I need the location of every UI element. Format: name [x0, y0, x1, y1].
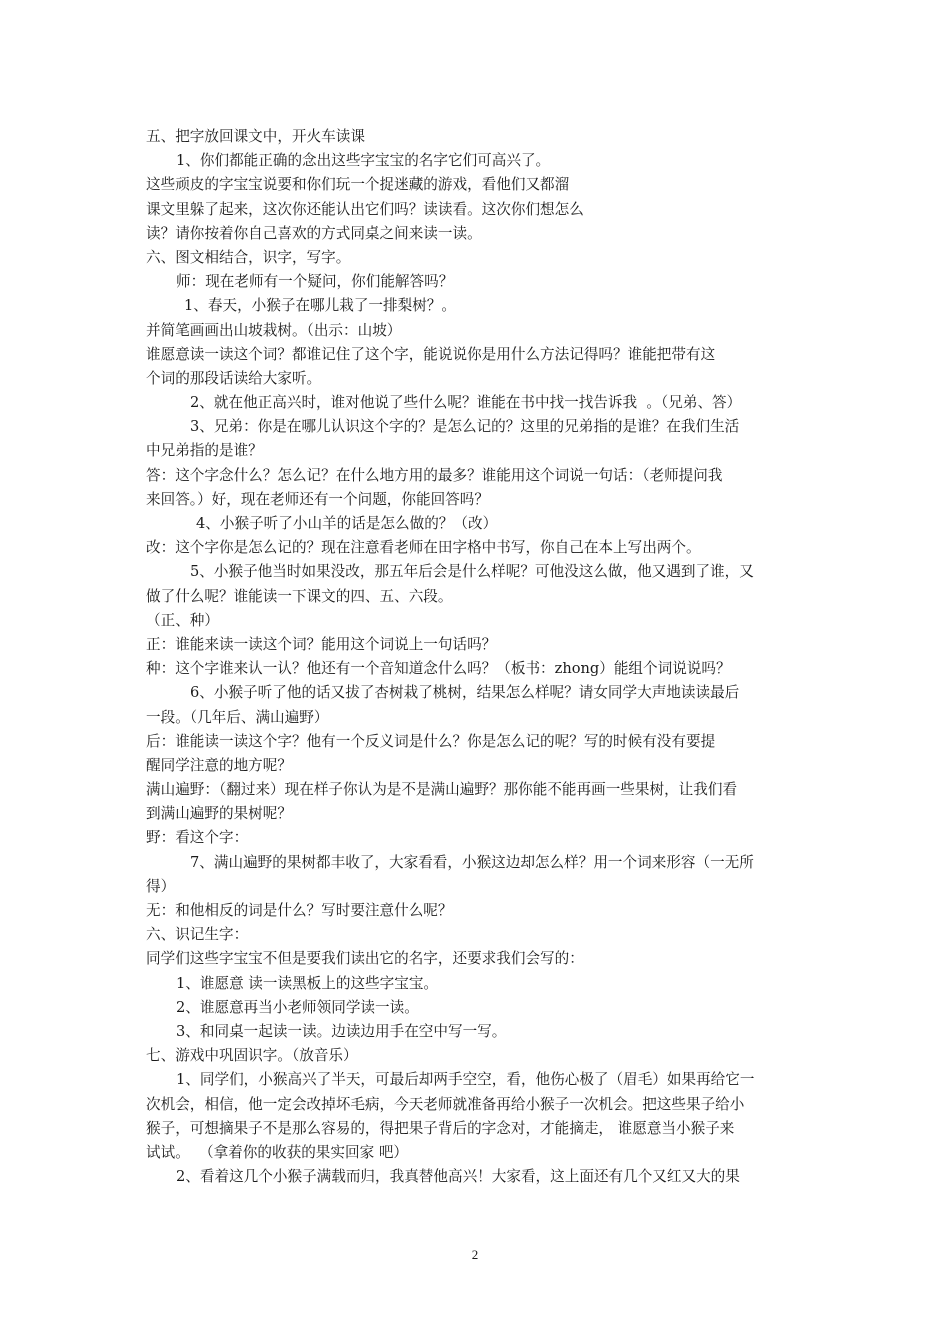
text-line: 得）: [146, 877, 176, 895]
text-line: 师：现在老师有一个疑问，你们能解答吗？: [176, 273, 454, 291]
text-line: 一段。（几年后、满山遍野）: [146, 708, 329, 726]
text-line: 1、谁愿意 读一读黑板上的这些字宝宝。: [176, 974, 439, 992]
text-line: 同学们这些字宝宝不但是要我们读出它的名字，还要求我们会写的：: [146, 950, 584, 968]
text-line: 2、谁愿意再当小老师领同学读一读。: [176, 998, 419, 1016]
text-line: 来回答。）好，现在老师还有一个问题，你能回答吗？: [146, 490, 489, 508]
text-line: 五、把字放回课文中，开火车读课: [146, 128, 365, 145]
text-line: 醒同学注意的地方呢？: [146, 756, 292, 774]
page-number: 2: [471, 1247, 479, 1262]
text-line: 1、你们都能正确的念出这些字宝宝的名字它们可高兴了。: [176, 152, 551, 170]
text-line: 到满山遍野的果树呢？: [146, 805, 292, 823]
text-line: 课文里躲了起来，这次你还能认出它们吗？读读看。这次你们想怎么: [146, 200, 584, 218]
text-line: 种：这个字谁来认一认？他还有一个音知道念什么吗？（板书：zhong）能组个词说说吗？: [146, 660, 731, 678]
text-line: 无：和他相反的词是什么？写时要注意什么呢？: [146, 902, 453, 919]
text-line: 野：看这个字：: [146, 829, 249, 847]
text-line: 七、游戏中巩固识字。（放音乐）: [146, 1047, 358, 1065]
text-line: 2、就在他正高兴时，谁对他说了些什么呢？谁能在书中找一找告诉我 。（兄弟、答）: [190, 394, 742, 412]
text-line: （正、种）: [146, 611, 219, 629]
text-line: 这些顽皮的字宝宝说要和你们玩一个捉迷藏的游戏，看他们又都溜: [146, 176, 570, 194]
text-line: 6、小猴子听了他的话又拔了杏树栽了桃树，结果怎么样呢？请女同学大声地读读最后: [190, 684, 740, 702]
text-line: 谁愿意读一读这个词？都谁记住了这个字，能说说你是用什么方法记得吗？谁能把带有这: [146, 345, 716, 363]
text-line: 7、满山遍野的果树都丰收了，大家看看，小猴这边却怎么样？用一个词来形容（一无所: [190, 853, 754, 871]
text-line: 试试。 （拿着你的收获的果实回家 吧）: [146, 1143, 409, 1161]
text-line: 读？请你按着你自己喜欢的方式同桌之间来读一读。: [146, 224, 482, 242]
text-line: 3、兄弟：你是在哪儿认识这个字的？是怎么记的？这里的兄弟指的是谁？在我们生活: [190, 418, 740, 436]
text-line: 做了什么呢？谁能读一下课文的四、五、六段。: [146, 587, 453, 605]
text-line: 正：谁能来读一读这个词？能用这个词说上一句话吗？: [146, 635, 497, 653]
text-line: 猴子，可想摘果子不是那么容易的，得把果子背后的字念对，才能摘走， 谁愿意当小猴子来: [146, 1119, 735, 1137]
text-line: 5、小猴子他当时如果没改，那五年后会是什么样呢？可他没这么做，他又遇到了谁，又: [190, 563, 754, 581]
document-body: [146, 125, 812, 1189]
text-line: 改：这个字你是怎么记的？现在注意看老师在田字格中书写，你自己在本上写出两个。: [146, 539, 701, 557]
text-line: 1、同学们，小猴高兴了半天，可最后却两手空空，看，他伤心极了（眉毛）如果再给它一: [176, 1071, 755, 1089]
text-line: 3、和同桌一起读一读。边读边用手在空中写一写。: [176, 1022, 507, 1040]
text-line: 六、图文相结合，识字，写字。: [146, 248, 351, 266]
text-line: 六、识记生字：: [146, 926, 249, 944]
text-line: 答：这个字念什么？怎么记？在什么地方用的最多？谁能用这个词说一句话：（老师提问我: [146, 466, 723, 484]
text-line: 个词的那段话读给大家听。: [146, 369, 322, 387]
text-line: 后：谁能读一读这个字？他有一个反义词是什么？你是怎么记的呢？写的时候有没有要提: [146, 732, 716, 750]
text-line: 次机会，相信，他一定会改掉坏毛病，今天老师就准备再给小猴子一次机会。把这些果子给小: [146, 1095, 745, 1113]
text-line: 1、春天，小猴子在哪儿栽了一排梨树？。: [184, 297, 456, 315]
text-line: 并简笔画画出山坡栽树。（出示：山坡）: [146, 321, 402, 339]
text-line: 4、小猴子听了小山羊的话是怎么做的？（改）: [196, 515, 498, 532]
text-line: 中兄弟指的是谁？: [146, 442, 263, 460]
text-line: 满山遍野：（翻过来）现在样子你认为是不是满山遍野？那你能不能再画一些果树，让我们看: [146, 781, 738, 799]
text-line: 2、看着这几个小猴子满载而归，我真替他高兴！大家看，这上面还有几个又红又大的果: [176, 1168, 740, 1186]
